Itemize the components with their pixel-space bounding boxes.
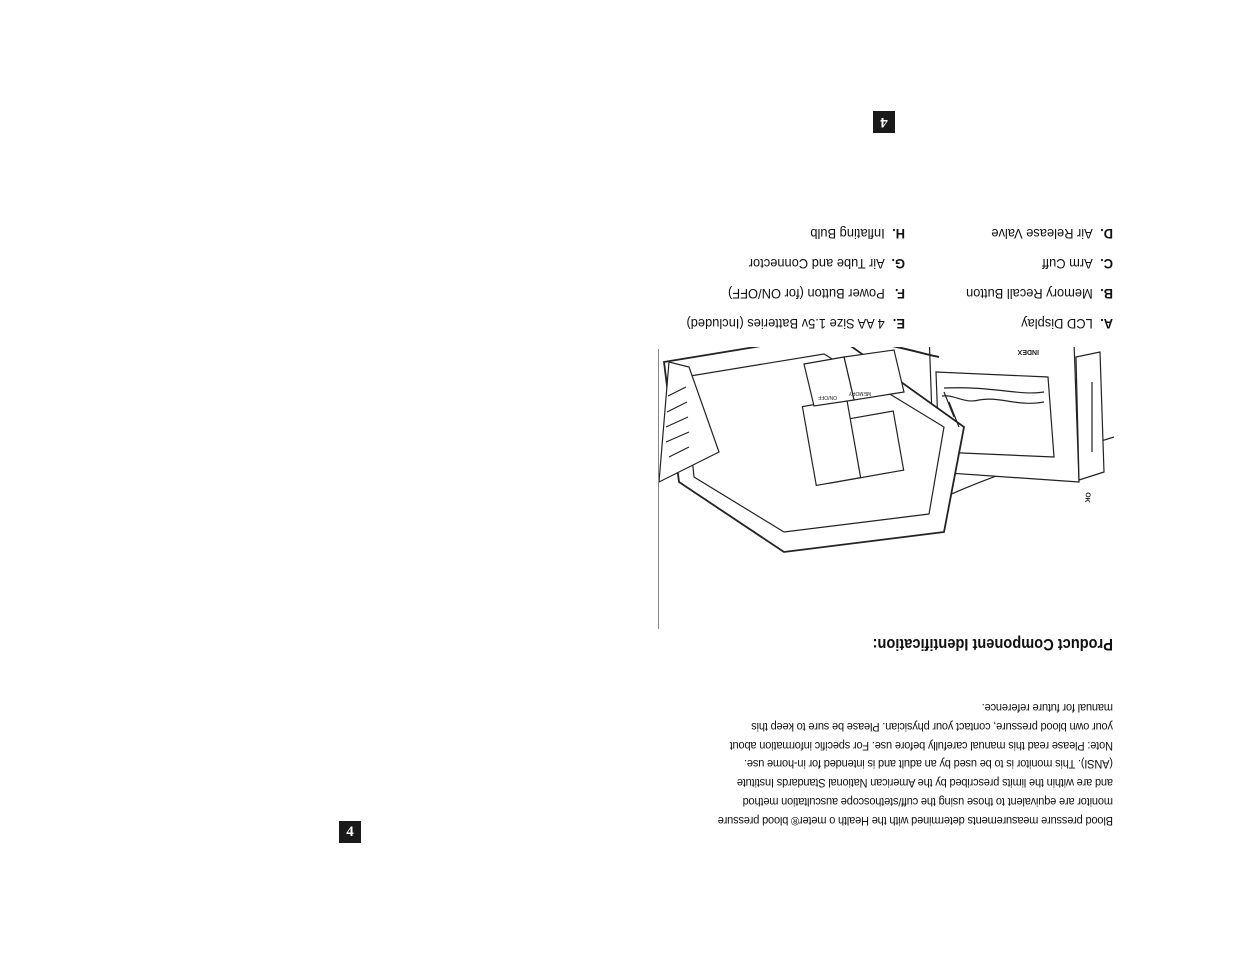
intro-line: monitor are equivalent to those using the cuff/stethoscope auscultation method bbox=[742, 795, 1113, 809]
component-item: F.Power Button (for ON/OFF) bbox=[728, 286, 905, 302]
note-line: Note: Please read this manual carefully before use. For specific information about bbox=[729, 739, 1113, 753]
page-number-right: 4 bbox=[873, 111, 895, 133]
divider-line bbox=[658, 349, 659, 629]
cuff-ok-label: OK bbox=[1083, 491, 1091, 503]
intro-paragraph bbox=[690, 754, 1113, 830]
onoff-button-label: ON/OFF bbox=[818, 394, 837, 400]
section-heading: Product Component Identification: bbox=[872, 635, 1113, 654]
component-item: C.Arm Cuff bbox=[1042, 256, 1113, 272]
note-line: manual for future reference. bbox=[981, 701, 1113, 715]
page-number-left: 4 bbox=[339, 821, 361, 843]
intro-line: Blood pressure measurements determined with the Health o meter® blood pressure bbox=[717, 814, 1113, 828]
note-line: your own blood pressure, contact your physician. Please be sure to keep this bbox=[751, 720, 1113, 734]
intro-line: (ANSI). This monitor is to be used by an adult and is intended for in-home use. bbox=[744, 757, 1113, 771]
component-item: G.Air Tube and Connector bbox=[748, 256, 905, 272]
blood-pressure-monitor-illustration bbox=[659, 347, 1114, 632]
component-item: H.Inflating Bulb bbox=[810, 226, 905, 242]
cuff-index-label: INDEX bbox=[1017, 348, 1039, 355]
memory-button-label: MEMORY bbox=[848, 390, 871, 396]
monitor-unit bbox=[659, 347, 964, 552]
intro-line: and are within the limits prescribed by the American National Standards Institute bbox=[737, 776, 1113, 790]
component-item: E.4 AA Size 1.5v Batteries (Included) bbox=[686, 316, 905, 332]
component-item: B.Memory Recall Button bbox=[966, 286, 1113, 302]
component-item: D.Air Release Valve bbox=[991, 226, 1113, 242]
note-paragraph bbox=[690, 698, 1113, 755]
component-item: A.LCD Display bbox=[1021, 316, 1113, 332]
